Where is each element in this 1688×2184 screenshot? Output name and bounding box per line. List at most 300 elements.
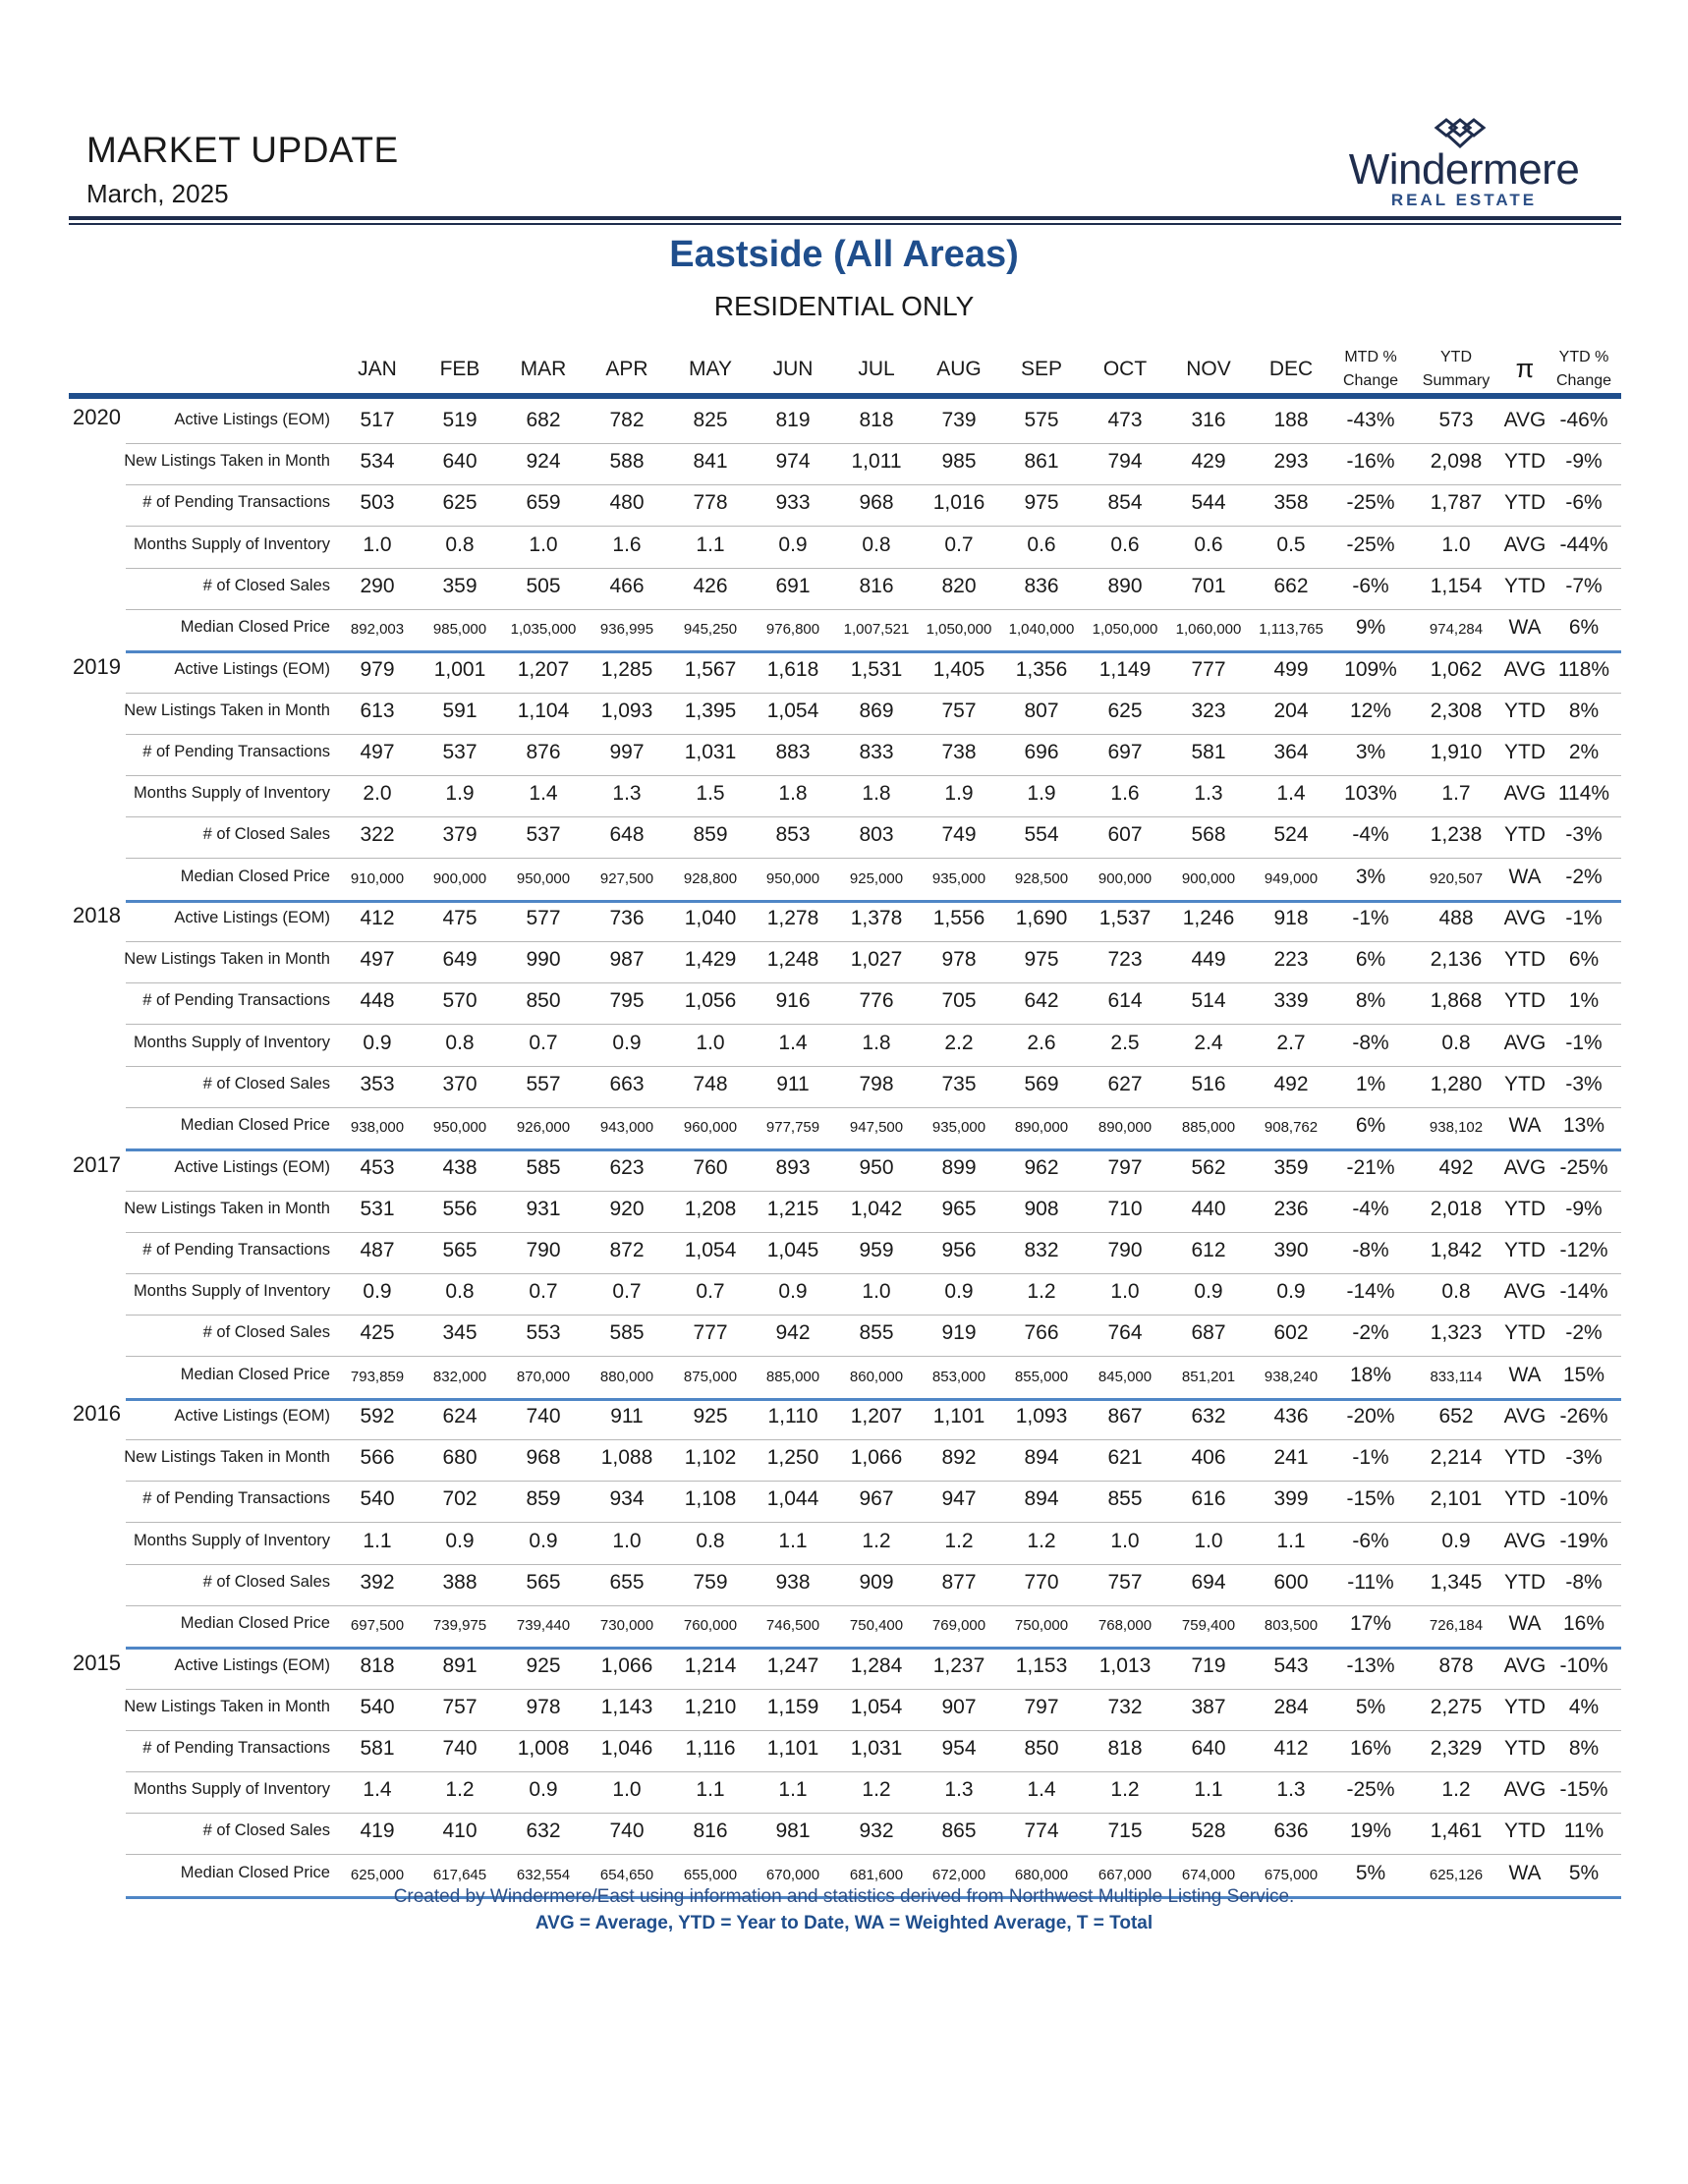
ytd-summary-cell: 2,308 bbox=[1430, 699, 1483, 722]
table-cell: 934 bbox=[609, 1487, 645, 1511]
table-cell: 959 bbox=[859, 1238, 894, 1261]
table-cell: 1.8 bbox=[778, 782, 808, 806]
table-cell: 978 bbox=[526, 1695, 561, 1718]
ytd-summary-cell: 1.7 bbox=[1441, 782, 1471, 806]
table-cell: 2.6 bbox=[1027, 1031, 1056, 1054]
mtd-change-cell: -4% bbox=[1352, 823, 1389, 847]
table-cell: 1.2 bbox=[862, 1529, 891, 1552]
summary-type-cell: AVG bbox=[1503, 1280, 1547, 1304]
header-divider bbox=[69, 216, 1621, 220]
ytd-change-cell: 118% bbox=[1557, 657, 1610, 681]
column-header-sep: SEP bbox=[1020, 358, 1063, 380]
summary-type-cell: WA bbox=[1508, 1114, 1542, 1137]
table-row bbox=[0, 485, 1688, 527]
mtd-change-cell: 3% bbox=[1355, 740, 1386, 763]
table-cell: 732 bbox=[1107, 1695, 1143, 1718]
ytd-change-cell: 11% bbox=[1563, 1820, 1604, 1843]
ytd-change-cell: 4% bbox=[1568, 1695, 1600, 1718]
table-cell: 740 bbox=[609, 1820, 645, 1843]
table-cell: 0.9 bbox=[445, 1529, 475, 1552]
ytd-summary-cell: 2,275 bbox=[1430, 1695, 1483, 1718]
table-cell: 867 bbox=[1107, 1405, 1143, 1428]
summary-type-cell: AVG bbox=[1503, 532, 1547, 556]
table-cell: 429 bbox=[1191, 450, 1226, 474]
summary-type-cell: AVG bbox=[1503, 1155, 1547, 1179]
table-cell: 339 bbox=[1273, 989, 1309, 1013]
table-cell: 1,035,000 bbox=[510, 621, 577, 638]
table-cell: 872 bbox=[609, 1238, 645, 1261]
table-cell: 768,000 bbox=[1097, 1617, 1153, 1634]
table-cell: 1.1 bbox=[363, 1529, 392, 1552]
table-cell: 412 bbox=[1273, 1736, 1309, 1760]
row-label: New Listings Taken in Month bbox=[124, 1448, 330, 1467]
table-cell: 816 bbox=[693, 1820, 728, 1843]
mtd-change-cell: 17% bbox=[1349, 1612, 1392, 1635]
table-cell: 918 bbox=[1273, 907, 1309, 929]
table-cell: 807 bbox=[1024, 699, 1059, 722]
table-cell: 1,013 bbox=[1098, 1653, 1152, 1677]
row-label: Active Listings (EOM) bbox=[174, 909, 330, 926]
summary-type-cell: YTD bbox=[1504, 740, 1546, 763]
table-row bbox=[0, 1150, 1688, 1192]
table-cell: 1.4 bbox=[363, 1778, 392, 1802]
table-cell: 927,500 bbox=[599, 869, 654, 887]
table-cell: 928,800 bbox=[683, 869, 738, 887]
table-cell: 900,000 bbox=[1181, 869, 1236, 887]
table-cell: 1.2 bbox=[944, 1529, 974, 1552]
table-cell: 1,429 bbox=[684, 948, 737, 972]
ytd-change-cell: -25% bbox=[1559, 1155, 1608, 1179]
table-cell: 625 bbox=[442, 491, 478, 515]
table-cell: 960,000 bbox=[683, 1119, 738, 1136]
table-cell: 524 bbox=[1273, 823, 1309, 847]
ytd-summary-cell: 1,154 bbox=[1430, 574, 1483, 597]
table-cell: 419 bbox=[360, 1820, 395, 1843]
ytd-change-cell: -14% bbox=[1559, 1280, 1608, 1304]
table-cell: 1.4 bbox=[529, 782, 558, 806]
table-cell: 0.8 bbox=[696, 1529, 725, 1552]
summary-type-cell: AVG bbox=[1503, 782, 1547, 806]
mtd-change-cell: -4% bbox=[1352, 1197, 1389, 1220]
table-cell: 880,000 bbox=[599, 1368, 654, 1385]
table-cell: 819 bbox=[775, 409, 811, 431]
table-row bbox=[0, 1772, 1688, 1814]
mtd-change-cell: -6% bbox=[1352, 574, 1389, 597]
table-cell: 1.2 bbox=[1027, 1529, 1056, 1552]
table-cell: 0.8 bbox=[862, 532, 891, 556]
table-cell: 687 bbox=[1191, 1321, 1226, 1345]
table-cell: 920 bbox=[609, 1197, 645, 1220]
table-cell: 236 bbox=[1273, 1197, 1309, 1220]
table-cell: 739,440 bbox=[516, 1617, 571, 1634]
table-cell: 1.0 bbox=[1194, 1529, 1223, 1552]
column-header-ytd-change-line2: Change bbox=[1555, 372, 1612, 389]
table-cell: 1,285 bbox=[600, 657, 653, 681]
column-header-mtd-change-line2: Change bbox=[1342, 372, 1399, 389]
table-cell: 1.3 bbox=[1194, 782, 1223, 806]
table-cell: 1,208 bbox=[684, 1197, 737, 1220]
table-cell: 916 bbox=[775, 989, 811, 1013]
row-label: Median Closed Price bbox=[180, 618, 330, 636]
table-cell: 987 bbox=[609, 948, 645, 972]
row-label: # of Closed Sales bbox=[202, 1323, 330, 1342]
table-cell: 985,000 bbox=[432, 621, 487, 638]
table-row bbox=[0, 1026, 1688, 1067]
table-cell: 795 bbox=[609, 989, 645, 1013]
table-cell: 777 bbox=[693, 1321, 728, 1345]
row-label: # of Closed Sales bbox=[202, 1572, 330, 1591]
summary-type-cell: YTD bbox=[1504, 491, 1546, 515]
table-cell: 353 bbox=[360, 1072, 395, 1095]
table-cell: 1,690 bbox=[1015, 907, 1068, 929]
summary-type-cell: AVG bbox=[1503, 1405, 1547, 1428]
table-cell: 748 bbox=[693, 1072, 728, 1095]
table-cell: 223 bbox=[1273, 948, 1309, 972]
table-cell: 790 bbox=[1107, 1238, 1143, 1261]
table-row bbox=[0, 942, 1688, 983]
table-row bbox=[0, 610, 1688, 651]
table-cell: 1.6 bbox=[612, 532, 642, 556]
table-cell: 425 bbox=[360, 1321, 395, 1345]
table-cell: 764 bbox=[1107, 1321, 1143, 1345]
column-header-ytd-change bbox=[1556, 346, 1611, 393]
column-header-feb: FEB bbox=[439, 358, 480, 380]
ytd-summary-cell: 1,868 bbox=[1430, 989, 1483, 1013]
ytd-summary-cell: 0.8 bbox=[1441, 1280, 1471, 1304]
table-cell: 1.2 bbox=[1027, 1280, 1056, 1304]
column-header-ytd-summary-line1: YTD bbox=[1439, 349, 1472, 365]
table-cell: 1,066 bbox=[600, 1653, 653, 1677]
table-cell: 851,201 bbox=[1181, 1368, 1236, 1385]
row-label: # of Closed Sales bbox=[202, 1821, 330, 1840]
area-subtitle: RESIDENTIAL ONLY bbox=[713, 291, 975, 321]
table-cell: 662 bbox=[1273, 574, 1309, 597]
table-cell: 975 bbox=[1024, 491, 1059, 515]
year-block-2016 bbox=[0, 1399, 1688, 1647]
table-cell: 1,066 bbox=[850, 1446, 903, 1470]
ytd-change-cell: 5% bbox=[1568, 1861, 1600, 1884]
mtd-change-cell: -13% bbox=[1346, 1653, 1395, 1677]
table-cell: 1,113,765 bbox=[1259, 621, 1323, 638]
table-cell: 985 bbox=[941, 450, 977, 474]
table-cell: 890,000 bbox=[1014, 1119, 1069, 1136]
summary-type-cell: AVG bbox=[1503, 1529, 1547, 1552]
table-cell: 1,102 bbox=[684, 1446, 737, 1470]
table-cell: 655,000 bbox=[683, 1866, 738, 1883]
table-cell: 516 bbox=[1191, 1072, 1226, 1095]
table-row bbox=[0, 1440, 1688, 1482]
table-cell: 0.8 bbox=[445, 532, 475, 556]
year-label: 2016 bbox=[73, 1401, 121, 1426]
column-header-jan: JAN bbox=[358, 358, 397, 380]
table-cell: 0.8 bbox=[445, 1031, 475, 1054]
table-cell: 492 bbox=[1273, 1072, 1309, 1095]
row-label: Months Supply of Inventory bbox=[134, 1282, 330, 1301]
table-cell: 833 bbox=[859, 740, 894, 763]
ytd-change-cell: 6% bbox=[1568, 616, 1600, 639]
table-cell: 553 bbox=[526, 1321, 561, 1345]
table-cell: 453 bbox=[360, 1155, 395, 1179]
table-cell: 636 bbox=[1273, 1820, 1309, 1843]
mtd-change-cell: 12% bbox=[1349, 699, 1392, 722]
table-cell: 739,975 bbox=[432, 1617, 487, 1634]
year-label: 2019 bbox=[73, 653, 121, 679]
table-cell: 1,060,000 bbox=[1175, 621, 1242, 638]
table-cell: 908,762 bbox=[1264, 1119, 1319, 1136]
table-cell: 875,000 bbox=[683, 1368, 738, 1385]
table-cell: 719 bbox=[1191, 1653, 1226, 1677]
table-cell: 517 bbox=[360, 409, 395, 431]
table-cell: 426 bbox=[693, 574, 728, 597]
year-block-2015 bbox=[0, 1649, 1688, 1896]
column-header-may: MAY bbox=[689, 358, 732, 380]
table-cell: 1.0 bbox=[529, 532, 558, 556]
ytd-summary-cell: 1.2 bbox=[1441, 1778, 1471, 1802]
table-cell: 534 bbox=[360, 450, 395, 474]
table-cell: 627 bbox=[1107, 1072, 1143, 1095]
table-cell: 818 bbox=[360, 1653, 395, 1677]
table-cell: 894 bbox=[1024, 1446, 1059, 1470]
mtd-change-cell: 9% bbox=[1355, 616, 1386, 639]
table-cell: 1.1 bbox=[778, 1778, 808, 1802]
table-cell: 663 bbox=[609, 1072, 645, 1095]
table-cell: 1,567 bbox=[684, 657, 737, 681]
table-cell: 0.9 bbox=[612, 1031, 642, 1054]
mtd-change-cell: 103% bbox=[1344, 782, 1397, 806]
table-cell: 975 bbox=[1024, 948, 1059, 972]
table-cell: 869 bbox=[859, 699, 894, 722]
ytd-summary-cell: 0.8 bbox=[1441, 1031, 1471, 1054]
mtd-change-cell: 109% bbox=[1344, 657, 1397, 681]
table-cell: 1,056 bbox=[684, 989, 737, 1013]
column-header-oct: OCT bbox=[1102, 358, 1148, 380]
column-header-mtd-change bbox=[1343, 346, 1398, 393]
year-label: 2020 bbox=[73, 405, 121, 429]
table-cell: 950,000 bbox=[765, 869, 820, 887]
table-cell: 680 bbox=[442, 1446, 478, 1470]
table-cell: 1.8 bbox=[862, 782, 891, 806]
table-cell: 1,016 bbox=[932, 491, 985, 515]
table-cell: 1,556 bbox=[932, 907, 985, 929]
table-cell: 938,000 bbox=[350, 1119, 405, 1136]
mtd-change-cell: -1% bbox=[1352, 1446, 1389, 1470]
table-cell: 853 bbox=[775, 823, 811, 847]
ytd-change-cell: 15% bbox=[1562, 1363, 1605, 1386]
year-block-2019 bbox=[0, 652, 1688, 900]
table-row bbox=[0, 1649, 1688, 1690]
table-cell: 1,054 bbox=[766, 699, 819, 722]
table-cell: 543 bbox=[1273, 1653, 1309, 1677]
table-cell: 2.2 bbox=[944, 1031, 974, 1054]
mtd-change-cell: -15% bbox=[1346, 1487, 1395, 1511]
table-cell: 885,000 bbox=[765, 1368, 820, 1385]
table-cell: 648 bbox=[609, 823, 645, 847]
table-cell: 766 bbox=[1024, 1321, 1059, 1345]
table-cell: 899 bbox=[941, 1155, 977, 1179]
table-cell: 1.3 bbox=[944, 1778, 974, 1802]
ytd-change-cell: -9% bbox=[1565, 450, 1603, 474]
table-row bbox=[0, 444, 1688, 485]
table-cell: 925 bbox=[693, 1405, 728, 1428]
table-cell: 682 bbox=[526, 409, 561, 431]
table-cell: 950,000 bbox=[516, 869, 571, 887]
ytd-summary-cell: 1,345 bbox=[1430, 1570, 1483, 1594]
table-cell: 514 bbox=[1191, 989, 1226, 1013]
company-logo bbox=[1326, 116, 1602, 214]
summary-type-cell: YTD bbox=[1504, 1570, 1546, 1594]
ytd-change-cell: -1% bbox=[1565, 907, 1603, 929]
table-cell: 853,000 bbox=[931, 1368, 986, 1385]
table-cell: 410 bbox=[442, 1820, 478, 1843]
table-cell: 1,045 bbox=[766, 1238, 819, 1261]
ytd-change-cell: 16% bbox=[1562, 1612, 1605, 1635]
table-row bbox=[0, 817, 1688, 859]
table-cell: 607 bbox=[1107, 823, 1143, 847]
summary-type-cell: YTD bbox=[1504, 1487, 1546, 1511]
table-cell: 893 bbox=[775, 1155, 811, 1179]
table-cell: 0.9 bbox=[1276, 1280, 1306, 1304]
row-label: Active Listings (EOM) bbox=[174, 659, 330, 678]
mtd-change-cell: -25% bbox=[1346, 1778, 1395, 1802]
ytd-change-cell: 114% bbox=[1557, 782, 1610, 806]
table-cell: 1.5 bbox=[696, 782, 725, 806]
table-cell: 945,250 bbox=[683, 621, 738, 638]
table-cell: 900,000 bbox=[1097, 869, 1153, 887]
ytd-summary-cell: 492 bbox=[1438, 1155, 1474, 1179]
column-header-nov: NOV bbox=[1186, 358, 1231, 380]
mtd-change-cell: -2% bbox=[1352, 1321, 1389, 1345]
ytd-summary-cell: 2,329 bbox=[1430, 1736, 1483, 1760]
table-cell: 1,040,000 bbox=[1008, 621, 1075, 638]
table-cell: 1,007,521 bbox=[843, 621, 910, 638]
table-cell: 702 bbox=[442, 1487, 478, 1511]
table-cell: 1,050,000 bbox=[926, 621, 992, 638]
table-cell: 1.9 bbox=[944, 782, 974, 806]
table-cell: 592 bbox=[360, 1405, 395, 1428]
table-cell: 919 bbox=[941, 1321, 977, 1345]
table-cell: 924 bbox=[526, 450, 561, 474]
table-cell: 907 bbox=[941, 1695, 977, 1718]
table-cell: 1,101 bbox=[932, 1405, 985, 1428]
summary-type-cell: AVG bbox=[1503, 1778, 1547, 1802]
table-cell: 623 bbox=[609, 1155, 645, 1179]
table-row bbox=[0, 694, 1688, 735]
table-cell: 617,645 bbox=[432, 1866, 487, 1883]
ytd-change-cell: 8% bbox=[1568, 1736, 1600, 1760]
table-cell: 943,000 bbox=[599, 1119, 654, 1136]
table-cell: 370 bbox=[442, 1072, 478, 1095]
table-cell: 497 bbox=[360, 948, 395, 972]
ytd-summary-cell: 1,280 bbox=[1430, 1072, 1483, 1095]
table-cell: 962 bbox=[1024, 1155, 1059, 1179]
table-cell: 544 bbox=[1191, 491, 1226, 515]
table-cell: 749 bbox=[941, 823, 977, 847]
table-cell: 1,031 bbox=[684, 740, 737, 763]
table-cell: 757 bbox=[1107, 1570, 1143, 1594]
table-cell: 1,011 bbox=[851, 450, 902, 474]
ytd-summary-cell: 2,098 bbox=[1430, 450, 1483, 474]
table-cell: 659 bbox=[526, 491, 561, 515]
table-cell: 1,395 bbox=[684, 699, 737, 722]
table-cell: 759 bbox=[693, 1570, 728, 1594]
ytd-change-cell: 2% bbox=[1568, 740, 1600, 763]
table-cell: 825 bbox=[693, 409, 728, 431]
table-cell: 900,000 bbox=[432, 869, 487, 887]
table-cell: 935,000 bbox=[931, 1119, 986, 1136]
table-cell: 1.0 bbox=[363, 532, 392, 556]
ytd-change-cell: -3% bbox=[1565, 1072, 1603, 1095]
row-label: # of Closed Sales bbox=[202, 825, 330, 844]
mtd-change-cell: 6% bbox=[1355, 1114, 1386, 1137]
summary-type-cell: YTD bbox=[1504, 450, 1546, 474]
table-cell: 379 bbox=[442, 823, 478, 847]
ytd-summary-cell: 1,787 bbox=[1430, 491, 1483, 515]
table-cell: 701 bbox=[1191, 574, 1226, 597]
table-cell: 674,000 bbox=[1181, 1866, 1236, 1883]
ytd-change-cell: -1% bbox=[1565, 1031, 1603, 1054]
table-cell: 562 bbox=[1191, 1155, 1226, 1179]
table-cell: 1,531 bbox=[850, 657, 903, 681]
table-row bbox=[0, 1524, 1688, 1565]
column-header-ytd-change-line1: YTD % bbox=[1558, 349, 1609, 365]
row-label: # of Pending Transactions bbox=[142, 1240, 330, 1259]
ytd-change-cell: -12% bbox=[1559, 1238, 1608, 1261]
table-cell: 1,101 bbox=[766, 1736, 819, 1760]
table-cell: 473 bbox=[1107, 409, 1143, 431]
table-cell: 967 bbox=[859, 1487, 894, 1511]
table-cell: 557 bbox=[526, 1072, 561, 1095]
summary-type-cell: YTD bbox=[1504, 1321, 1546, 1345]
table-cell: 1,027 bbox=[850, 948, 903, 972]
table-cell: 323 bbox=[1191, 699, 1226, 722]
table-cell: 739 bbox=[941, 409, 977, 431]
table-row bbox=[0, 1192, 1688, 1233]
row-label: Active Listings (EOM) bbox=[174, 411, 330, 428]
row-label: Median Closed Price bbox=[180, 1614, 330, 1632]
row-label: New Listings Taken in Month bbox=[124, 452, 330, 471]
table-row bbox=[0, 1565, 1688, 1606]
table-cell: 2.5 bbox=[1110, 1031, 1140, 1054]
column-header-mtd-change-line1: MTD % bbox=[1344, 349, 1397, 365]
ytd-summary-cell: 2,214 bbox=[1430, 1446, 1483, 1470]
table-cell: 519 bbox=[442, 409, 478, 431]
table-cell: 750,400 bbox=[849, 1617, 904, 1634]
table-cell: 0.5 bbox=[1276, 532, 1306, 556]
column-header-mar: MAR bbox=[520, 358, 567, 380]
table-cell: 581 bbox=[360, 1736, 395, 1760]
table-cell: 746,500 bbox=[765, 1617, 820, 1634]
table-cell: 1,210 bbox=[684, 1695, 737, 1718]
ytd-summary-cell: 878 bbox=[1438, 1653, 1474, 1677]
table-cell: 412 bbox=[360, 907, 395, 929]
table-cell: 322 bbox=[360, 823, 395, 847]
table-cell: 860,000 bbox=[849, 1368, 904, 1385]
table-cell: 569 bbox=[1024, 1072, 1059, 1095]
footer-source-note: Created by Windermere/East using information and statistics derived from Northwest Multiple Listing Service. bbox=[393, 1886, 1295, 1907]
ytd-change-cell: -6% bbox=[1565, 491, 1603, 515]
table-row bbox=[0, 1690, 1688, 1731]
table-cell: 284 bbox=[1273, 1695, 1309, 1718]
table-cell: 616 bbox=[1191, 1487, 1226, 1511]
table-cell: 1.3 bbox=[1276, 1778, 1306, 1802]
table-cell: 1,250 bbox=[766, 1446, 819, 1470]
year-block-2018 bbox=[0, 901, 1688, 1148]
table-cell: 697,500 bbox=[350, 1617, 405, 1634]
column-header-ytd-summary bbox=[1423, 346, 1490, 393]
footer-legend: AVG = Average, YTD = Year to Date, WA = Weighted Average, T = Total bbox=[535, 1913, 1153, 1933]
table-cell: 1,246 bbox=[1182, 907, 1235, 929]
table-cell: 1.0 bbox=[696, 1031, 725, 1054]
